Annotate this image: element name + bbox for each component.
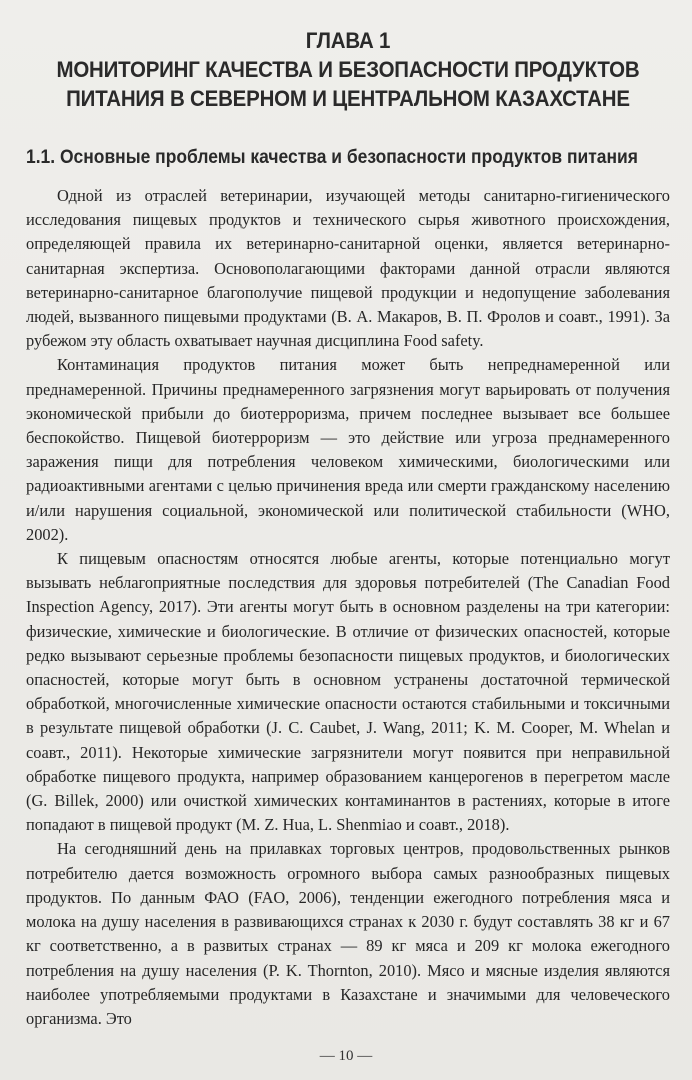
- paragraph-1: Одной из отраслей ветеринарии, изучающей методы санитарно-гигиенического исследования пищевых продуктов и технического сырья животного происхождения, определяющей правила их ветеринарно-санитарной оценки, является ветеринарно-санитарная экспертиза. Основополагающими факторами данной отрасли являются ветеринарно-санитарное благополучие пищевой продукции и недопущение заболевания людей, вызванного пищевыми продуктами (В. А. Макаров, В. П. Фролов и соавт., 1991). За рубежом эту область охватывает научная дисциплина Food safety.: [26, 186, 670, 351]
- section-heading: 1.1. Основные проблемы качества и безопасности продуктов питания: [26, 146, 638, 168]
- page-number: — 10 —: [319, 1048, 373, 1064]
- paragraph-2: Контаминация продуктов питания может быть непреднамеренной или преднамеренной. Причины преднамеренного загрязнения могут варьировать от получения экономической прибыли до биотерроризма, причем последнее вызывает все большее беспокойство. Пищевой биотерроризм — это действие или угроза преднамеренного заражения пищи для потребления человеком химическими, биологическими или радиоактивными агентами с целью причинения вреда или смерти гражданскому населению и/или нарушения социальной, экономической или политической стабильности (WHO, 2002).: [26, 355, 670, 544]
- body-text: [26, 184, 670, 1031]
- paragraph-3: К пищевым опасностям относятся любые агенты, которые потенциально могут вызывать неблагоприятные последствия для здоровья потребителей (The Canadian Food Inspection Agency, 2017). Эти агенты могут быть в основном разделены на три категории: физические, химические и биологические. В отличие от физических опасностей, которые редко вызывают серьезные проблемы безопасности пищевых продуктов, и биологических опасностей, которые могут быть в основном устранены достаточной термической обработкой, многочисленные химические опасности остаются стабильными и токсичными в результате пищевой обработки (J. C. Caubet, J. Wang, 2011; K. M. Cooper, M. Whelan и соавт., 2011). Некоторые химические загрязнители могут появится при неправильной обработке пищевого продукта, например образованием канцерогенов в перегретом масле (G. Billek, 2000) или очисткой химических контаминантов в растениях, которые в итоге попадают в пищевой продукт (M. Z. Hua, L. Shenmiao и соавт., 2018).: [26, 549, 670, 835]
- chapter-title-line-2: ПИТАНИЯ В СЕВЕРНОМ И ЦЕНТРАЛЬНОМ КАЗАХСТАНЕ: [66, 86, 630, 111]
- chapter-label: ГЛАВА 1: [305, 28, 391, 53]
- paragraph-4: На сегодняшний день на прилавках торговых центров, продовольственных рынков потребителю дается возможность огромного выбора самых разнообразных пищевых продуктов. По данным ФАО (FAO, 2006), тенденции ежегодного потребления мяса и молока на душу населения в развивающихся странах к 2030 г. будут составлять 38 кг и 67 кг соответственно, а в развитых странах — 89 кг мяса и 209 кг молока ежегодного потребления на душу населения (P. K. Thornton, 2010). Мясо и мясные изделия являются наиболее употребляемыми продуктами в Казахстане и значимыми для человеческого организма. Это: [26, 839, 670, 1028]
- chapter-title-line-1: МОНИТОРИНГ КАЧЕСТВА И БЕЗОПАСНОСТИ ПРОДУКТОВ: [56, 57, 640, 82]
- chapter-heading: [26, 26, 670, 113]
